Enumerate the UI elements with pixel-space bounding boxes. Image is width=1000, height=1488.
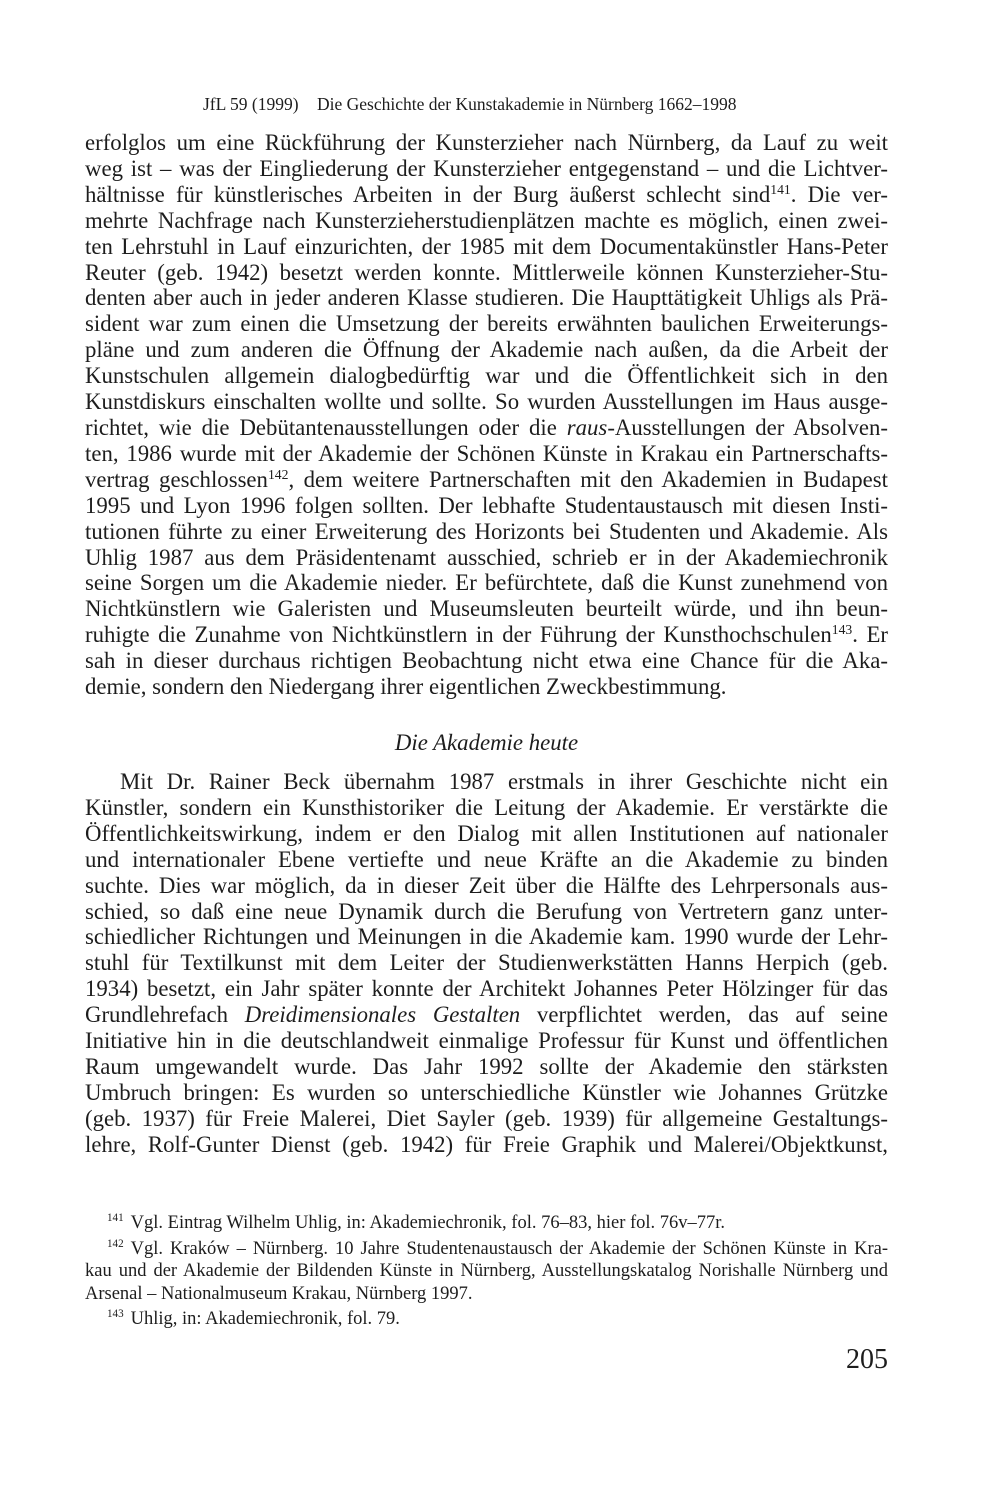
text-line: Uhlig 1987 aus dem Präsidentenamt ausschied, schrieb er in der Akademiechronik xyxy=(85,544,888,570)
text-line: Raum umgewandelt wurde. Das Jahr 1992 sollte der Akademie den stärksten xyxy=(85,1053,888,1079)
text-run: . Er xyxy=(852,622,888,648)
footnote-line: Arsenal – Nationalmuseum Krakau, Nürnberg 1997. xyxy=(85,1283,473,1304)
text-line: seine Sorgen um die Akademie nieder. Er befürchtete, daß die Kunst zunehmend von xyxy=(85,570,888,596)
page-number: 205 xyxy=(846,1344,888,1375)
footnote-reference: 141 xyxy=(770,181,791,197)
text-line xyxy=(85,182,888,208)
text-run: ruhigte die Zunahme von Nichtkünstlern in der Führung der Kunsthochschulen xyxy=(85,622,832,648)
text-line: stuhl für Textilkunst mit dem Leiter der Studienwerkstätten Hanns Herpich (geb. xyxy=(85,950,888,976)
footnote xyxy=(85,1238,888,1306)
text-run: , dem weitere Partnerschaften mit den Akademien in Budapest xyxy=(288,466,888,492)
text-line: 1995 und Lyon 1996 folgen sollten. Der lebhafte Studentaustausch mit diesen Insti- xyxy=(85,492,888,518)
text-run: -Ausstellungen der Absolven- xyxy=(607,414,889,440)
footnote-text: Vgl. Kraków – Nürnberg. 10 Jahre Studentenaustausch der Akademie der Schönen Künste in Kra- xyxy=(130,1238,888,1259)
text-line: schied, so daß eine neue Dynamik durch die Berufung von Vertretern ganz unter- xyxy=(85,898,888,924)
text-line: pläne und zum anderen die Öffnung der Akademie nach außen, da die Arbeit der xyxy=(85,337,888,363)
text-line: Initiative hin in die deutschlandweit einmalige Professur für Kunst und öffentlichen xyxy=(85,1028,888,1054)
footnotes xyxy=(85,1212,888,1331)
text-line: Kunstdiskurs einschalten wollte und sollte. So wurden Ausstellungen im Haus ausge- xyxy=(85,389,888,415)
italic-text: Dreidimensionales Gestalten xyxy=(244,1002,521,1028)
footnote-number: 141 xyxy=(107,1212,124,1225)
text-line: lehre, Rolf-Gunter Dienst (geb. 1942) für Freie Graphik und Malerei/Objektkunst, xyxy=(85,1131,888,1157)
footnote xyxy=(85,1308,888,1331)
text-line: mehrte Nachfrage nach Kunsterzieherstudienplätzen machte es möglich, einen zwei- xyxy=(85,207,888,233)
text-line: suchte. Dies war möglich, da in dieser Zeit über die Hälfte des Lehrpersonals aus- xyxy=(85,872,888,898)
footnote-reference: 142 xyxy=(267,466,289,482)
text-run: . Die ver- xyxy=(790,181,888,207)
text-line: und internationaler Ebene vertiefte und neue Kräfte an die Akademie zu binden xyxy=(85,846,888,872)
text-line: 1934) besetzt, ein Jahr später konnte der Architekt Johannes Peter Hölzinger für das xyxy=(85,976,888,1002)
footnote-reference: 143 xyxy=(831,622,853,638)
text-line: erfolglos um eine Rückführung der Kunsterzieher nach Nürnberg, da Lauf zu weit xyxy=(85,130,888,155)
text-run: vertrag geschlossen xyxy=(85,466,268,492)
text-line: ten Lehrstuhl in Lauf einzurichten, der 1985 mit dem Documentakünstler Hans-Peter xyxy=(85,233,888,259)
text-line: sah in dieser durchaus richtigen Beobachtung nicht etwa eine Chance für die Aka- xyxy=(85,648,888,674)
footnote-text: Vgl. Eintrag Wilhelm Uhlig, in: Akademiechronik, fol. 76–83, hier fol. 76v–77r. xyxy=(130,1213,726,1233)
running-title: Die Geschichte der Kunstakademie in Nürnberg 1662–1998 xyxy=(316,94,737,114)
text-line: Künstler, sondern ein Kunsthistoriker die Leitung der Akademie. Er verstärkte die xyxy=(85,794,888,820)
text-line xyxy=(85,622,888,648)
text-run: richtet, wie die Debütantenausstellungen oder die xyxy=(85,414,567,440)
body-paragraph xyxy=(85,130,888,700)
text-line xyxy=(85,415,888,441)
footnote xyxy=(85,1212,888,1235)
footnote-number: 143 xyxy=(107,1308,124,1321)
footnote-line xyxy=(85,1212,888,1235)
text-line xyxy=(85,1002,888,1028)
footnote-line xyxy=(85,1308,888,1331)
text-line: denten aber auch in jeder anderen Klasse studieren. Die Haupttätigkeit Uhligs als Prä- xyxy=(85,285,888,311)
journal-reference: JfL 59 (1999) xyxy=(203,94,299,114)
footnote-text: Uhlig, in: Akademiechronik, fol. 79. xyxy=(130,1309,400,1329)
running-head xyxy=(203,92,737,116)
text-line: Kunstschulen allgemein dialogbedürftig war und die Öffentlichkeit sich in den xyxy=(85,363,888,389)
body-paragraph xyxy=(85,769,888,1158)
text-line: ten, 1986 wurde mit der Akademie der Schönen Künste in Krakau ein Partnerschafts- xyxy=(85,440,888,466)
text-run: verpflichtet werden, das auf seine xyxy=(520,1002,888,1028)
text-line: Reuter (geb. 1942) besetzt werden konnte. Mittlerweile können Kunsterzieher-Stu- xyxy=(85,259,888,285)
text-line: sident war zum einen die Umsetzung der bereits erwähnten baulichen Erweiterungs- xyxy=(85,311,888,337)
text-line: Öffentlichkeitswirkung, indem er den Dialog mit allen Institutionen auf nationaler xyxy=(85,820,888,846)
italic-text: raus xyxy=(566,414,608,440)
text-line: schiedlicher Richtungen und Meinungen in die Akademie kam. 1990 wurde der Lehr- xyxy=(85,924,888,950)
footnote-line xyxy=(85,1238,888,1261)
text-line: Mit Dr. Rainer Beck übernahm 1987 erstmals in ihrer Geschichte nicht ein xyxy=(120,769,888,794)
text-line: weg ist – was der Eingliederung der Kunsterzieher entgegenstand – und die Lichtver- xyxy=(85,155,888,181)
text-line: tutionen führte zu einer Erweiterung des Horizonts bei Studenten und Akademie. Als xyxy=(85,518,888,544)
footnote-line: kau und der Akademie der Bildenden Künste in Nürnberg, Ausstellungskatalog Norishalle Nürnberg und xyxy=(85,1261,888,1281)
section-heading: Die Akademie heute xyxy=(394,730,579,755)
text-line xyxy=(85,467,888,493)
text-line: Nichtkünstlern wie Galeristen und Museumsleuten beurteilt würde, und ihn beun- xyxy=(85,596,888,622)
text-line: (geb. 1937) für Freie Malerei, Diet Sayler (geb. 1939) für allgemeine Gestaltungs- xyxy=(85,1105,888,1131)
text-run: hältnisse für künstlerisches Arbeiten in der Burg äußerst schlecht sind xyxy=(85,181,771,207)
text-run: Grundlehrefach xyxy=(85,1002,245,1028)
text-line: Umbruch bringen: Es wurden so unterschiedliche Künstler wie Johannes Grützke xyxy=(85,1079,888,1105)
footnote-number: 142 xyxy=(107,1237,124,1250)
text-line: demie, sondern den Niedergang ihrer eigentlichen Zweckbestimmung. xyxy=(85,674,727,700)
